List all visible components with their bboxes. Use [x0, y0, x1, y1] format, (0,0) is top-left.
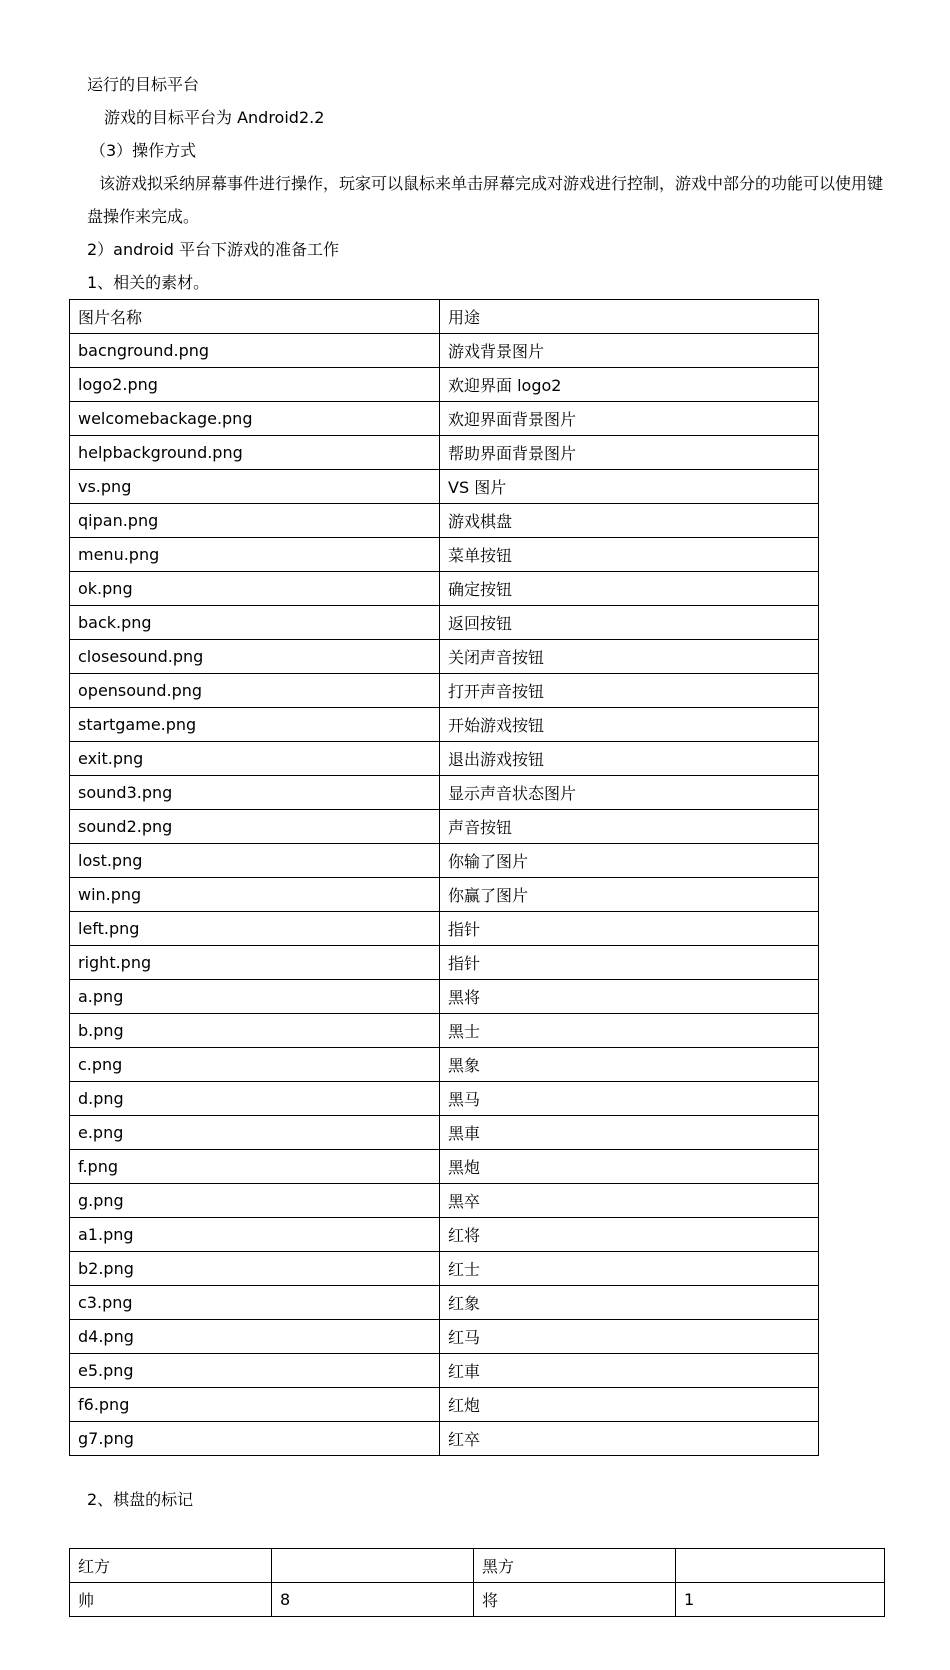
purpose-cell: 游戏背景图片 [440, 334, 819, 368]
purpose-cell: 黑炮 [440, 1150, 819, 1184]
table-row [70, 742, 819, 776]
table-row [70, 878, 819, 912]
header-image-name: 图片名称 [70, 300, 440, 334]
purpose-cell: 红象 [440, 1286, 819, 1320]
paragraph-board-marks-heading: 2、棋盘的标记 [87, 1490, 194, 1509]
image-name-cell: c3.png [70, 1286, 440, 1320]
image-name-cell: lost.png [70, 844, 440, 878]
image-name-cell: a.png [70, 980, 440, 1014]
image-name-cell: opensound.png [70, 674, 440, 708]
board-marks-table-body [70, 1549, 885, 1617]
image-name-cell: menu.png [70, 538, 440, 572]
table-row [70, 946, 819, 980]
image-name-cell: sound2.png [70, 810, 440, 844]
purpose-cell: 你输了图片 [440, 844, 819, 878]
marks-cell: 8 [272, 1583, 474, 1617]
image-name-cell: b2.png [70, 1252, 440, 1286]
table-header-row [70, 300, 819, 334]
table-row [70, 640, 819, 674]
purpose-cell: 黑象 [440, 1048, 819, 1082]
purpose-cell: 显示声音状态图片 [440, 776, 819, 810]
purpose-cell: 关闭声音按钮 [440, 640, 819, 674]
table-row [70, 1320, 819, 1354]
purpose-cell: VS 图片 [440, 470, 819, 504]
marks-cell: 1 [676, 1583, 885, 1617]
table-row [70, 980, 819, 1014]
purpose-cell: 帮助界面背景图片 [440, 436, 819, 470]
image-name-cell: win.png [70, 878, 440, 912]
purpose-cell: 确定按钮 [440, 572, 819, 606]
purpose-cell: 指针 [440, 946, 819, 980]
image-name-cell: ok.png [70, 572, 440, 606]
image-name-cell: e5.png [70, 1354, 440, 1388]
image-name-cell: e.png [70, 1116, 440, 1150]
purpose-cell: 你赢了图片 [440, 878, 819, 912]
table-row [70, 912, 819, 946]
table-row [70, 1422, 819, 1456]
purpose-cell: 红卒 [440, 1422, 819, 1456]
image-name-cell: d4.png [70, 1320, 440, 1354]
purpose-cell: 黑車 [440, 1116, 819, 1150]
table-row [70, 538, 819, 572]
table-row [70, 572, 819, 606]
purpose-cell: 游戏棋盘 [440, 504, 819, 538]
image-name-cell: startgame.png [70, 708, 440, 742]
image-name-cell: right.png [70, 946, 440, 980]
table-row [70, 606, 819, 640]
image-name-cell: logo2.png [70, 368, 440, 402]
image-name-cell: a1.png [70, 1218, 440, 1252]
image-name-cell: welcomebackage.png [70, 402, 440, 436]
purpose-cell: 欢迎界面 logo2 [440, 368, 819, 402]
table-row [70, 470, 819, 504]
table-row [70, 844, 819, 878]
marks-cell: 帅 [70, 1583, 272, 1617]
image-name-cell: g.png [70, 1184, 440, 1218]
table-row [70, 504, 819, 538]
table-row [70, 1218, 819, 1252]
table-row [70, 1286, 819, 1320]
table-row [70, 436, 819, 470]
purpose-cell: 开始游戏按钮 [440, 708, 819, 742]
assets-table [69, 299, 819, 1456]
image-name-cell: f6.png [70, 1388, 440, 1422]
purpose-cell: 返回按钮 [440, 606, 819, 640]
image-name-cell: bacnground.png [70, 334, 440, 368]
table-row [70, 1252, 819, 1286]
marks-cell [676, 1549, 885, 1583]
purpose-cell: 红士 [440, 1252, 819, 1286]
paragraph-operation-description: 该游戏拟采纳屏幕事件进行操作，玩家可以鼠标来单击屏幕完成对游戏进行控制，游戏中部分的功能可以使用键盘操作来完成。 [87, 174, 884, 226]
image-name-cell: d.png [70, 1082, 440, 1116]
assets-table-body [70, 300, 819, 1456]
table-row [70, 674, 819, 708]
header-purpose: 用途 [440, 300, 819, 334]
marks-cell [272, 1549, 474, 1583]
table-row [70, 1014, 819, 1048]
marks-cell: 红方 [70, 1549, 272, 1583]
table-row [70, 1184, 819, 1218]
purpose-cell: 红車 [440, 1354, 819, 1388]
purpose-cell: 黑将 [440, 980, 819, 1014]
image-name-cell: exit.png [70, 742, 440, 776]
purpose-cell: 退出游戏按钮 [440, 742, 819, 776]
image-name-cell: f.png [70, 1150, 440, 1184]
marks-cell: 黑方 [474, 1549, 676, 1583]
paragraph-assets-heading: 1、相关的素材。 [87, 273, 210, 292]
table-row [70, 708, 819, 742]
purpose-cell: 菜单按钮 [440, 538, 819, 572]
table-row [70, 1583, 885, 1617]
image-name-cell: closesound.png [70, 640, 440, 674]
image-name-cell: c.png [70, 1048, 440, 1082]
purpose-cell: 红马 [440, 1320, 819, 1354]
table-row [70, 776, 819, 810]
image-name-cell: helpbackground.png [70, 436, 440, 470]
marks-cell: 将 [474, 1583, 676, 1617]
purpose-cell: 红将 [440, 1218, 819, 1252]
table-row [70, 368, 819, 402]
purpose-cell: 黑马 [440, 1082, 819, 1116]
purpose-cell: 欢迎界面背景图片 [440, 402, 819, 436]
table-row [70, 1048, 819, 1082]
table-row [70, 1354, 819, 1388]
image-name-cell: g7.png [70, 1422, 440, 1456]
purpose-cell: 打开声音按钮 [440, 674, 819, 708]
image-name-cell: sound3.png [70, 776, 440, 810]
paragraph-target-platform: 游戏的目标平台为 Android2.2 [104, 108, 325, 127]
table-row [70, 1150, 819, 1184]
image-name-cell: qipan.png [70, 504, 440, 538]
purpose-cell: 声音按钮 [440, 810, 819, 844]
image-name-cell: vs.png [70, 470, 440, 504]
purpose-cell: 黑士 [440, 1014, 819, 1048]
table-row [70, 1388, 819, 1422]
paragraph-target-platform-heading: 运行的目标平台 [87, 75, 200, 94]
table-row [70, 402, 819, 436]
table-row [70, 1549, 885, 1583]
table-row [70, 810, 819, 844]
paragraph-android-prep-heading: 2）android 平台下游戏的准备工作 [87, 240, 339, 259]
purpose-cell: 指针 [440, 912, 819, 946]
purpose-cell: 黑卒 [440, 1184, 819, 1218]
table-row [70, 1116, 819, 1150]
table-row [70, 1082, 819, 1116]
purpose-cell: 红炮 [440, 1388, 819, 1422]
image-name-cell: back.png [70, 606, 440, 640]
board-marks-table [69, 1548, 885, 1617]
image-name-cell: left.png [70, 912, 440, 946]
paragraph-operation-heading: （3）操作方式 [90, 141, 197, 160]
image-name-cell: b.png [70, 1014, 440, 1048]
table-row [70, 334, 819, 368]
